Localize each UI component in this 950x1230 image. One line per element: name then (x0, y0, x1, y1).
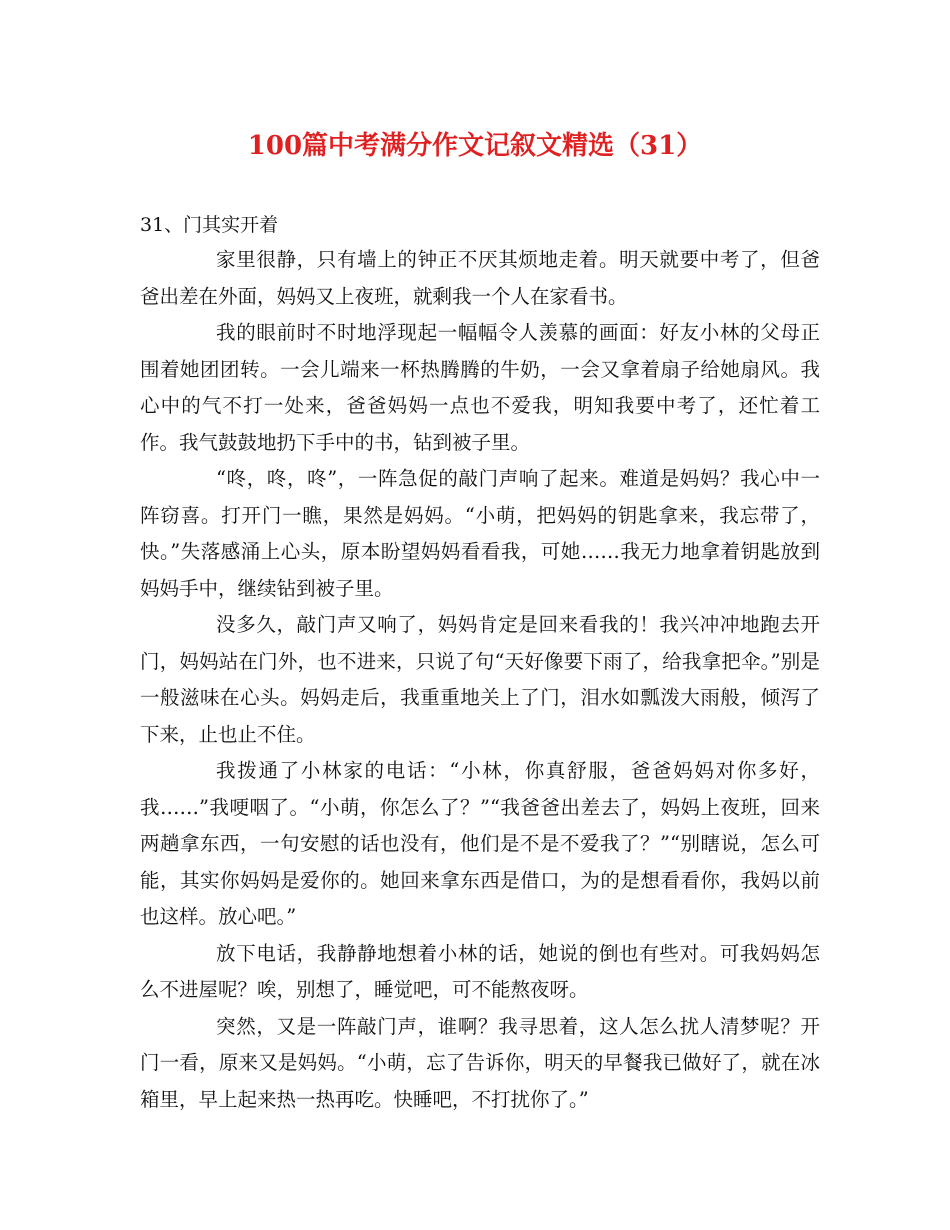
paragraph-2: 我的眼前时不时地浮现起一幅幅令人羡慕的画面：好友小林的父母正围着她团团转。一会儿端来一杯热腾腾的牛奶，一会又拿着扇子给她扇风。我心中的气不打一处来，爸爸妈妈一点也不爱我，明知我要中考了，还忙着工作。我气鼓鼓地扔下手中的书，钻到被子里。 (140, 321, 820, 454)
paragraph-6: 放下电话，我静静地想着小林的话，她说的倒也有些对。可我妈妈怎么不进屋呢？唉，别想了，睡觉吧，可不能熬夜呀。 (140, 941, 820, 1001)
document-title: 100篇中考满分作文记叙文精选（31） (247, 131, 703, 161)
document-body (140, 208, 820, 1118)
paragraph-7: 突然，又是一阵敲门声，谁啊？我寻思着，这人怎么扰人清梦呢？开门一看，原来又是妈妈。“小萌，忘了告诉你，明天的早餐我已做好了，就在冰箱里，早上起来热一热再吃。快睡吧，不打扰你了。” (140, 1014, 820, 1111)
paragraph-4: 没多久，敲门声又响了，妈妈肯定是回来看我的！我兴冲冲地跑去开门，妈妈站在门外，也不进来，只说了句“天好像要下雨了，给我拿把伞。”别是一般滋味在心头。妈妈走后，我重重地关上了门，泪水如瓢泼大雨般，倾泻了下来，止也止不住。 (140, 613, 820, 746)
paragraph-5: 我拨通了小林家的电话：“小林，你真舒服，爸爸妈妈对你多好，我……”我哽咽了。“小萌，你怎么了？”“我爸爸出差去了，妈妈上夜班，回来两趟拿东西，一句安慰的话也没有，他们是不是不爱我了？”“别瞎说，怎么可能，其实你妈妈是爱你的。她回来拿东西是借口，为的是想看看你，我妈以前也这样。放心吧。” (140, 759, 820, 928)
paragraph-1: 家里很静，只有墙上的钟正不厌其烦地走着。明天就要中考了，但爸爸出差在外面，妈妈又上夜班，就剩我一个人在家看书。 (140, 248, 820, 308)
essay-heading: 31、门其实开着 (140, 214, 279, 236)
paragraph-3: “咚，咚，咚”，一阵急促的敲门声响了起来。难道是妈妈？我心中一阵窃喜。打开门一瞧，果然是妈妈。“小萌，把妈妈的钥匙拿来，我忘带了，快。”失落感涌上心头，原本盼望妈妈看看我，可她……我无力地拿着钥匙放到妈妈手中，继续钻到被子里。 (140, 467, 820, 600)
